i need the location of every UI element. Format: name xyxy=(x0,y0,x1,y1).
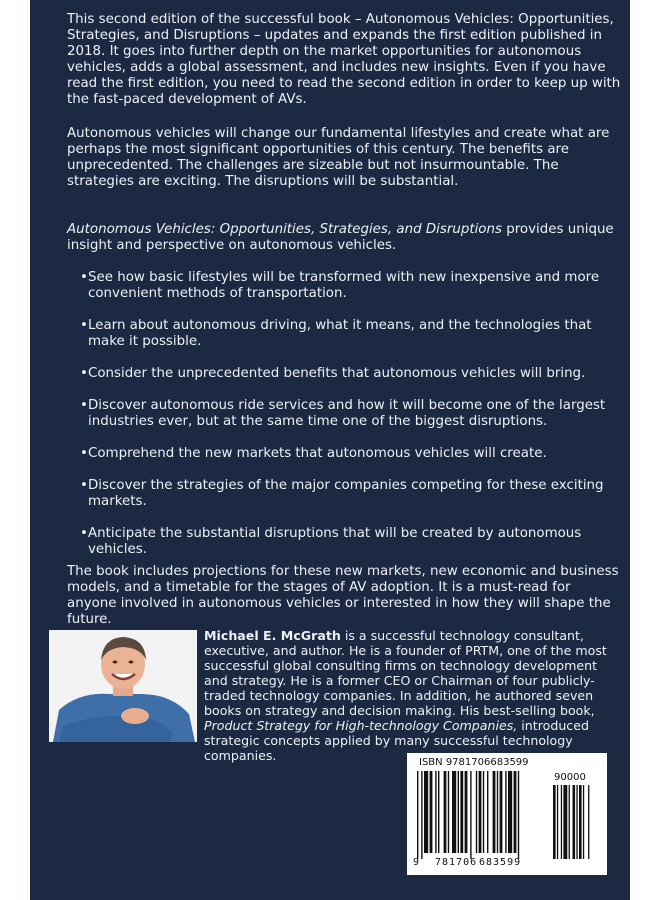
barcode-addon-bar xyxy=(561,785,562,859)
barcode-bar xyxy=(424,771,428,853)
barcode-addon-bar xyxy=(576,785,577,859)
barcode-right-digits: 683599 xyxy=(479,857,522,868)
barcode-bar xyxy=(505,771,506,853)
barcode-bar xyxy=(430,771,433,853)
barcode-bar xyxy=(460,771,463,853)
author-bio xyxy=(204,628,624,763)
list-item: • Discover the strategies of the major companies competing for these exciting markets. xyxy=(80,478,625,510)
barcode-addon-bar xyxy=(579,785,582,859)
list-item: • Anticipate the substantial disruptions that will be created by autonomous vehicles. xyxy=(80,526,625,558)
barcode-bar xyxy=(444,771,447,853)
benefits-list xyxy=(80,270,625,574)
author-name: Michael E. McGrath xyxy=(204,628,341,643)
insight-paragraph-rest: provides unique insight and perspective on autonomous vehicles. xyxy=(67,222,614,253)
barcode-addon-bar xyxy=(583,785,584,859)
closing-paragraph: The book includes projections for these new markets, new economic and business models, and a timetable for the stages of AV adoption. It is a must-read for anyone involved in autonomous vehicles or interested in how they will shape the future. xyxy=(67,564,619,627)
barcode-bar xyxy=(465,771,468,853)
barcode-bar xyxy=(500,771,503,853)
list-item: • Comprehend the new markets that autonomous vehicles will create. xyxy=(80,446,625,462)
author-bio-part-2: introduced strategic concepts applied by many successful technology companies. xyxy=(204,718,589,763)
author-bio-part-1: is a successful technology consultant, executive, and author. He is a founder of PRTM, one of the most successful global consulting firms on technology development and strategy. He is a former CEO or Chairman of four publicly-traded technology companies. In addition, he authored seven books on strategy and decision making. His best-selling book, xyxy=(204,628,607,718)
insight-paragraph xyxy=(67,222,622,254)
barcode-bar xyxy=(470,771,471,859)
barcode-bar xyxy=(452,771,456,853)
barcode-icon xyxy=(413,771,601,859)
barcode-lead-digit: 9 xyxy=(413,857,421,868)
barcode-bar xyxy=(417,771,418,859)
barcode-bar xyxy=(497,771,498,853)
barcode-bar xyxy=(435,771,436,853)
list-item: • See how basic lifestyles will be transformed with new inexpensive and more convenient methods of transportation. xyxy=(80,270,625,302)
barcode-addon-bar xyxy=(588,785,589,859)
back-cover xyxy=(30,0,630,900)
list-item: • Learn about autonomous driving, what it means, and the technologies that make it possible. xyxy=(80,318,625,350)
barcode-bar xyxy=(508,771,512,853)
author-photo xyxy=(49,630,197,742)
barcode-box xyxy=(407,753,607,875)
barcode-bar xyxy=(487,771,488,853)
barcode-bar xyxy=(479,771,482,853)
barcode-addon-bar xyxy=(569,785,570,859)
barcode-bar xyxy=(438,771,439,853)
barcode-addon-bar xyxy=(557,785,558,859)
barcode-bar xyxy=(458,771,459,853)
barcode-addon-bar xyxy=(573,785,576,859)
list-item: • Consider the unprecedented benefits that autonomous vehicles will bring. xyxy=(80,366,625,382)
barcode-addon-bar xyxy=(553,785,556,859)
list-item: • Discover autonomous ride services and how it will become one of the largest industries ever, but at the same time one of the biggest disruptions. xyxy=(80,398,625,430)
author-book-title: Product Strategy for High-technology Companies, xyxy=(204,718,518,733)
barcode-bar xyxy=(421,771,422,859)
barcode-left-digits: 781706 xyxy=(435,857,478,868)
barcode-bar xyxy=(514,771,517,853)
barcode-bar xyxy=(483,771,484,853)
barcode-bar xyxy=(476,771,477,853)
price-code: 90000 xyxy=(554,772,586,783)
barcode-bar xyxy=(493,771,496,853)
barcode-bar xyxy=(518,771,519,859)
barcode-addon-bar xyxy=(563,785,567,859)
intro-paragraph: This second edition of the successful book – Autonomous Vehicles: Opportunities, Strategies, and Disruptions – updates and expands the first edition published in 2018. It goes into further depth on the market opportunities for autonomous vehicles, adds a global assessment, and includes new insights. Even if you have read the first edition, you need to read the second edition in order to keep up with the fast-paced development of AVs. xyxy=(67,12,621,107)
isbn-label: ISBN 9781706683599 xyxy=(419,757,529,768)
book-title-italic: Autonomous Vehicles: Opportunities, Strategies, and Disruptions xyxy=(67,222,502,237)
barcode-bar xyxy=(448,771,449,853)
lifestyle-paragraph: Autonomous vehicles will change our fundamental lifestyles and create what are perhaps the most significant opportunities of this century. The benefits are unprecedented. The challenges are sizeable but not insurmountable. The strategies are exciting. The disruptions will be substantial. xyxy=(67,126,610,189)
